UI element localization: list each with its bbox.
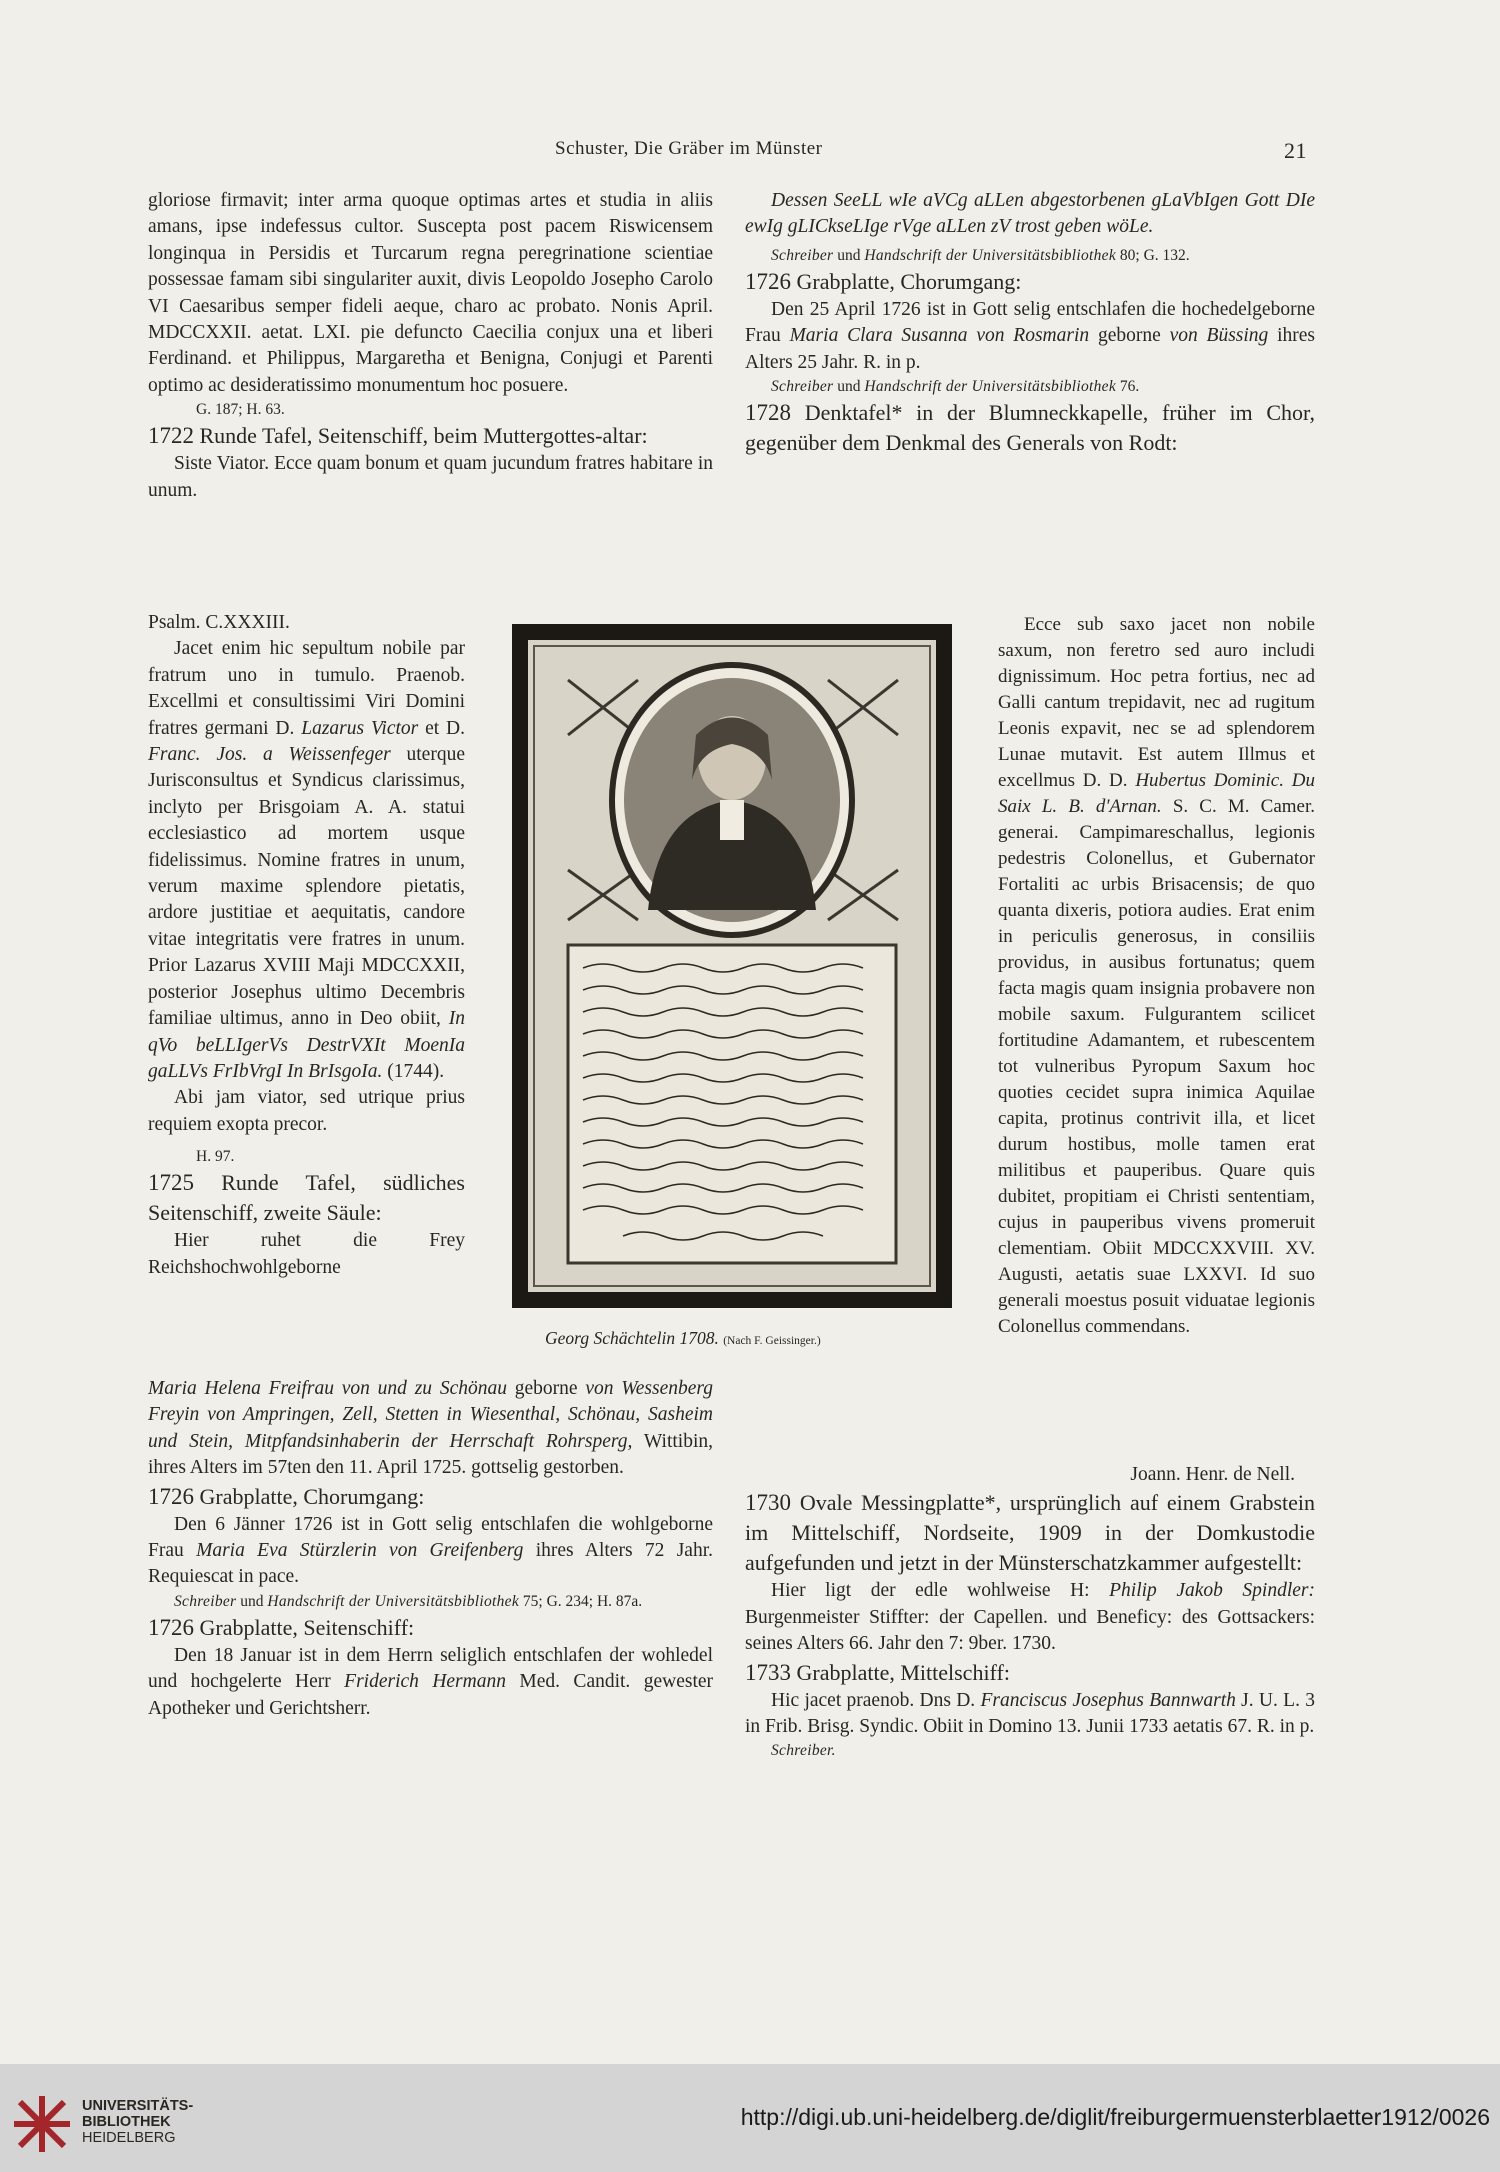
- entry-1722-chronogram: In qVo beLLIgerVs DestrVXIt MoenIa gaLLVs FrIbVrgI In BrIsgoIa.: [148, 1008, 466, 1082]
- entry-1728-p1a: Ecce sub saxo jacet non nobile saxum, non feretro sed auro includi dignissimum. Hoc petra fortius, nec ad Galli cantum trepidavit, nec ad rugitum Leonis expavit, nec se ad splendorem Lunae mutavit. Est autem Illmus et excellmus D. D.: [998, 614, 1315, 791]
- entry-1722-p2a: Jacet enim hic sepultum nobile par fratrum uno in tumulo. Praenob. Excellmi et consultissimi Viri Domini fratres germani D.: [148, 638, 465, 739]
- right-column-narrow: [998, 612, 1315, 1340]
- chronogram-text: Dessen SeeLL wIe aVCg aLLen abgestorbenen gLaVbIgen Gott DIe ewIg gLICkseLIge rVge aLLen zV trost geben wöLe.: [745, 190, 1315, 238]
- left-column-bottom: [148, 1376, 713, 1722]
- year-1728: 1728: [745, 400, 791, 426]
- entry-1726c-p1a: Den 25 April 1726 ist in Gott selig entschlafen die hochedelgeborne Frau: [745, 298, 1315, 347]
- source-ref: 76.: [1119, 378, 1140, 396]
- entry-1726b-p1a: Den 18 Januar ist in dem Herrn seliglich entschlafen der wohledel und hochgelerte Herr: [148, 1644, 713, 1693]
- memorial-plate-photo: [512, 624, 952, 1308]
- entry-1726b-name: Friderich Hermann: [344, 1671, 506, 1693]
- year-1726c: 1726: [745, 268, 791, 294]
- year-1733: 1733: [745, 1659, 791, 1685]
- entry-1728-p1b: S. C. M. Camer. generai. Campimareschallus, legionis pedestris Colonellus, et Gubernator Fortaliti ac urbis Brisacensis; de quo quanta dixeris, potiora audies. Erat enim in periculis generosus, in consiliis providus, in ausibus fortunatus; quem facta magis quam insignia probavere non mobile saxum. Fulgurantem scilicet fortitudine Adamantem, et rubescentem tot vulneribus Pyropum Saxum hoc quoties cecidet supra inimica Aquilae capita, protinus contrivit illa, et licet durum hostibus, molle tamen erat militibus et pauperibus. Quare quis dubitet, propitiam ei Christi sententiam, cujus in pauperibus vivens promeruit clementiam. Obiit MDCCXXVIII. XV. Augusti, aetatis suae LXXVI. Id suo generali moestus posuit viduatae legionis Colonellus commendans.: [998, 796, 1315, 1337]
- digitization-footer: [0, 2064, 1500, 2172]
- heading-1726c-text: Grabplatte, Chorumgang:: [796, 268, 1022, 294]
- figure-credit: (Nach F. Geissinger.): [723, 1335, 821, 1347]
- entry-1722-psalm: Psalm. C.XXXIII.: [148, 612, 290, 633]
- heading-1730: [745, 1488, 1315, 1578]
- heading-1725-text: Runde Tafel, südliches Seitenschiff, zweite Säule:: [148, 1170, 465, 1226]
- memorial-plate-illustration: [528, 640, 936, 1292]
- figure-caption-text: Georg Schächtelin 1708.: [545, 1328, 719, 1348]
- entry-1722-name2: Franc. Jos. a Weissenfeger: [148, 744, 391, 766]
- source-ref: 75; G. 234; H. 87a.: [522, 1592, 643, 1610]
- running-title: Schuster, Die Gräber im Münster: [555, 138, 823, 159]
- entry-1725-p1: [148, 1376, 713, 1482]
- entry-1726c-p1c: ihres Alters 25 Jahr. R. in p.: [745, 325, 1316, 373]
- source-author: Schreiber: [174, 1592, 237, 1610]
- heading-1726b-text: Grabplatte, Seitenschiff:: [199, 1614, 415, 1640]
- year-1730: 1730: [745, 1490, 791, 1516]
- entry-1730-p1: [745, 1578, 1315, 1657]
- entry-1725-p1b: geborne: [514, 1378, 578, 1399]
- library-line-2: BIBLIOTHEK: [82, 2114, 171, 2130]
- university-library-logo-icon: [12, 2094, 72, 2154]
- entry-1733-p1b: J. U. L. 3 in Frib. Brisg. Syndic. Obiit in Domino 13. Junii 1733 aetatis 67. R. in p.: [745, 1689, 1315, 1738]
- entry-1726b-p1: [148, 1643, 713, 1722]
- heading-1725: [148, 1168, 465, 1228]
- permalink-url[interactable]: http://digi.ub.uni-heidelberg.de/diglit/freiburgermuensterblaetter1912/0026: [740, 2104, 1490, 2130]
- heading-1726a: [148, 1482, 713, 1512]
- source-author: Schreiber.: [771, 1742, 836, 1760]
- left-column-narrow: [148, 610, 465, 1281]
- source-ref: 80; G. 132.: [1119, 246, 1190, 264]
- heading-1728: [745, 398, 1315, 458]
- entry-1728-signature: Joann. Henr. de Nell.: [1130, 1464, 1295, 1485]
- year-1726a: 1726: [148, 1483, 194, 1509]
- entry-1725-name: Maria Helena Freifrau von und zu Schönau: [148, 1378, 507, 1399]
- source-author: Schreiber: [771, 246, 834, 264]
- entry-1722-name1: Lazarus Victor: [301, 717, 419, 739]
- entry-1733-name: Franciscus Josephus Bannwarth: [980, 1689, 1236, 1711]
- heading-1722: [148, 421, 713, 451]
- source-manuscript: Handschrift der Universitätsbibliothek: [864, 378, 1117, 396]
- heading-1722-text: Runde Tafel, Seitenschiff, beim Muttergottes-altar:: [199, 423, 648, 449]
- source-1724: [745, 245, 1315, 267]
- source-manuscript: Handschrift der Universitätsbibliothek: [267, 1592, 520, 1610]
- entry-1730-p1a: Hier ligt der edle wohlweise H:: [771, 1580, 1090, 1602]
- entry-1722-source: H. 97.: [196, 1148, 235, 1166]
- entry-1730-p1b: Burgenmeister Stiffter: der Capellen. und Beneficy: des Gottsackers: seines Alters 66. Jahr den 7: 9ber. 1730.: [745, 1606, 1315, 1655]
- entry-1725-p1c: Wittibin, ihres Alters im 57ten den 11. April 1725. gottselig gestorben.: [148, 1430, 713, 1479]
- entry-1726c-p1b: geborne: [1097, 325, 1161, 347]
- source-and: und: [837, 378, 861, 396]
- heading-1726c: [745, 267, 1315, 297]
- library-name: [82, 2098, 193, 2146]
- entry-1726a-source: [148, 1591, 713, 1613]
- entry-1722-p2d: (1744).: [387, 1060, 445, 1082]
- entry-1726c-name: Maria Clara Susanna von Rosmarin: [789, 325, 1090, 347]
- year-1726b: 1726: [148, 1614, 194, 1640]
- entry-1726b-p1b: Med. Candit. gewester Apotheker und Gerichtsherr.: [148, 1671, 714, 1719]
- entry-1726a-p1: [148, 1512, 713, 1591]
- entry-1726c-p1: [745, 297, 1315, 376]
- entry-1725-p1a: Hier ruhet die Frey Reichshochwohlgeborne: [148, 1230, 465, 1278]
- chronogram-1724: [745, 188, 1315, 241]
- source-and: und: [240, 1592, 264, 1610]
- entry-1722-p3: Abi jam viator, sed utrique prius requiem exopta precor.: [148, 1087, 465, 1135]
- entry-1722-p1: Siste Viator. Ecce quam bonum et quam jucundum fratres habitare in unum.: [148, 453, 713, 501]
- entry-1722-p2b: et D.: [425, 717, 465, 739]
- year-1725: 1725: [148, 1170, 194, 1196]
- page-number: 21: [1284, 138, 1307, 163]
- entry-1726c-source: [745, 376, 1315, 398]
- entry-1726a-p1a: Den 6 Jänner 1726 ist in Gott selig entschlafen die wohlgeborne Frau: [148, 1513, 713, 1562]
- source-manuscript: Handschrift der Universitätsbibliothek: [864, 246, 1117, 264]
- entry-1726a-p1b: ihres Alters 72 Jahr. Requiescat in pace.: [148, 1540, 713, 1588]
- heading-1733-text: Grabplatte, Mittelschiff:: [796, 1659, 1010, 1685]
- left-column-top: [148, 188, 713, 504]
- heading-1730-text: Ovale Messingplatte*, ursprünglich auf einem Grabstein im Mittelschiff, Nordseite, 1909 in der Domkustodie aufgefunden und jetzt in der Münsterschatzkammer aufgestellt:: [745, 1490, 1315, 1576]
- intro-paragraph: gloriose firmavit; inter arma quoque optimas artes et studia in aliis amans, ipse indefessus cultor. Suscepta post pacem Riswicensem longinqua in Persidis et Turcarum regna peregrinatione scientiae possessae famam sibi singulariter auxit, divis Leopoldo Josepho Carolo VI Caesaribus semper fideli aeque, charo ac probato. Nonis April. MDCCXXII. aetat. LXI. pie defuncto Caecilia conjux una et liberi Ferdinand. et Philippus, Margaretha et Benigna, Conjugi et Parenti optimo ac desideratissimo monumentum hoc posuere.: [148, 190, 713, 396]
- source-author: Schreiber: [771, 378, 834, 396]
- entry-1725-titles: von Wessenberg Freyin von Ampringen, Zell, Stetten in Wiesenthal, Schönau, Sasheim und Stein, Mitpfandsinhaberin der Herrschaft Rohrsperg,: [148, 1378, 714, 1452]
- figure-caption: [545, 1328, 821, 1349]
- source-and: und: [837, 246, 861, 264]
- year-1722: 1722: [148, 423, 194, 449]
- entry-1733-p1: [745, 1688, 1315, 1741]
- entry-1722-p2c: uterque Jurisconsultus et Syndicus clarissimus, inclyto per Brisgoiam A. A. statui ecclesiastico ad mortem usque fidelissimus. Nomine fratres in unum, verum maxime splendore pietatis, ardore justitiae et aequitatis, candore vitae integritatis vere fratres in unum. Prior Lazarus XVIII Maji MDCCXXII, posterior Josephus ultimo Decembris familiae ultimus, anno in Deo obiit,: [148, 744, 465, 1030]
- entry-1733-p1a: Hic jacet praenob. Dns D.: [771, 1689, 976, 1711]
- right-column-top: [745, 188, 1315, 458]
- heading-1728-text: Denktafel* in der Blumneckkapelle, früher im Chor, gegenüber dem Denkmal des Generals von Rodt:: [745, 400, 1315, 456]
- intro-source: G. 187; H. 63.: [196, 401, 285, 419]
- entry-1730-name: Philip Jakob Spindler:: [1109, 1580, 1315, 1602]
- heading-1726b: [148, 1613, 713, 1643]
- library-line-1: UNIVERSITÄTS-: [82, 2098, 194, 2114]
- entry-1726c-maiden: von Büssing: [1169, 325, 1269, 347]
- entry-1722-p2: [148, 636, 465, 1085]
- entry-1726a-name: Maria Eva Stürzlerin von Greifenberg: [196, 1540, 524, 1562]
- entry-1728-name: Hubertus Dominic. Du Saix L. B. d'Arnan.: [998, 770, 1315, 817]
- right-column-bottom: [745, 1462, 1315, 1762]
- entry-1733-source: [745, 1740, 1315, 1762]
- library-line-3: HEIDELBERG: [82, 2130, 176, 2146]
- heading-1733: [745, 1658, 1315, 1688]
- entry-1728-p1: [998, 612, 1315, 1340]
- heading-1726a-text: Grabplatte, Chorumgang:: [199, 1483, 425, 1509]
